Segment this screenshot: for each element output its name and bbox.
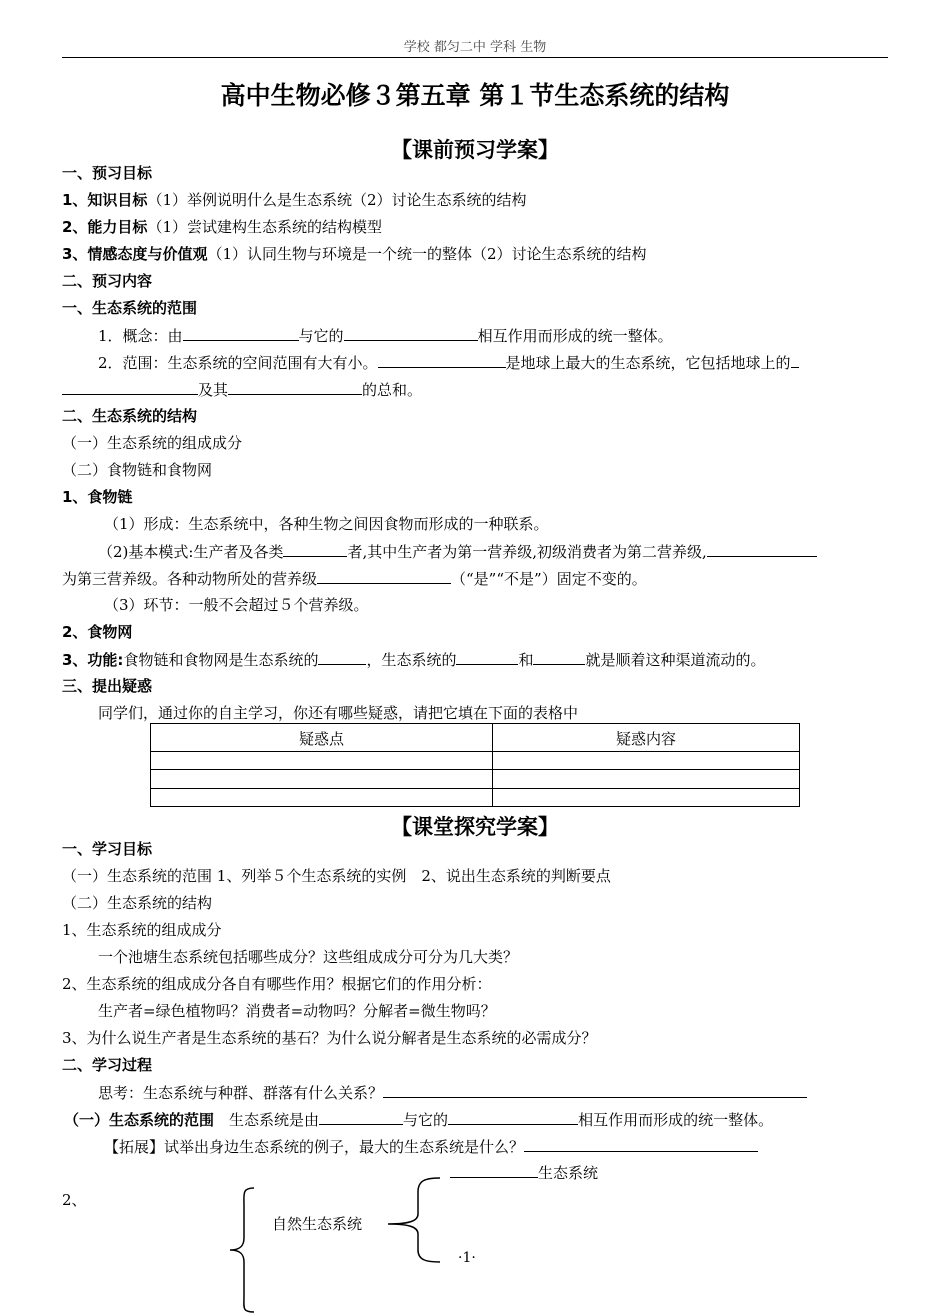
function-text-a: 食物链和食物网是生态系统的 xyxy=(123,651,319,669)
table-header-content: 疑惑内容 xyxy=(615,730,676,748)
question-cornerstone: 3、为什么说生产者是生态系统的基石？为什么说分解者是生态系统的必需成分？ xyxy=(62,1029,597,1047)
range-line-2 xyxy=(62,379,422,400)
blank-scope-1[interactable] xyxy=(319,1109,403,1125)
structure-sub-1: （一）生态系统的组成成分 xyxy=(62,434,243,452)
structure-heading: 二、生态系统的结构 xyxy=(62,407,198,425)
preview-content-heading: 二、预习内容 xyxy=(62,272,153,290)
function-text-c: 和 xyxy=(518,651,534,669)
blank-func-2[interactable] xyxy=(456,649,518,665)
question-pond: 一个池塘生态系统包括哪些成分？这些组成成分可分为几大类？ xyxy=(98,948,519,966)
doubt-table xyxy=(150,723,800,807)
function-text-d: 就是顺着这种渠道流动的。 xyxy=(585,651,766,669)
table-row[interactable] xyxy=(151,769,799,770)
scope-heading: 一、生态系统的范围 xyxy=(62,299,198,317)
range-text-b: 是地球上最大的生态系统，它包括地球上的 xyxy=(505,354,791,372)
question-roles: 2、生态系统的组成成分各自有哪些作用？根据它们的作用分析： xyxy=(62,975,492,993)
table-row[interactable] xyxy=(151,788,799,789)
food-chain-heading: 1、食物链 xyxy=(62,488,133,506)
ability-goal-text: （1）尝试建构生态系统的结构模型 xyxy=(147,218,382,236)
learning-process-heading: 二、学习过程 xyxy=(62,1056,153,1074)
blank-func-1[interactable] xyxy=(318,649,366,665)
doubt-heading: 三、提出疑惑 xyxy=(62,677,153,695)
scope-definition-label: （一）生态系统的范围 xyxy=(64,1111,215,1129)
eco-type-line xyxy=(450,1162,598,1183)
function-line xyxy=(62,649,766,670)
chain-links: （3）环节：一般不会超过５个营养级。 xyxy=(104,596,369,614)
scope-definition-text-a: 生态系统是由 xyxy=(229,1111,320,1129)
concept-text-c: 相互作用而形成的统一整体。 xyxy=(477,327,673,345)
preview-goal-heading: 一、预习目标 xyxy=(62,164,153,182)
blank-range-2[interactable] xyxy=(791,352,799,368)
blank-concept-1[interactable] xyxy=(183,325,299,341)
blank-scope-2[interactable] xyxy=(448,1109,578,1125)
range-text-c: 及其 xyxy=(198,381,229,399)
blank-func-3[interactable] xyxy=(533,649,585,665)
extension-text: 【拓展】试举出身边生态系统的例子，最大的生态系统是什么？ xyxy=(104,1138,525,1156)
ability-goal-label: 2、能力目标 xyxy=(62,218,148,236)
table-row[interactable] xyxy=(151,751,799,752)
learning-goal-3: 1、生态系统的组成成分 xyxy=(62,921,222,939)
question-producer: 生产者=绿色植物吗？消费者=动物吗？分解者=微生物吗？ xyxy=(98,1002,496,1020)
chain-mode-text-b: 者,其中生产者为第一营养级,初级消费者为第二营养级, xyxy=(347,543,707,561)
eco-type-suffix: 生态系统 xyxy=(538,1164,599,1182)
chain-mode-text-a: （2)基本模式:生产者及各类 xyxy=(98,543,284,561)
blank-range-4[interactable] xyxy=(228,379,362,395)
range-text-a: 2．范围：生态系统的空间范围有大有小。 xyxy=(98,354,378,372)
blank-chain-2[interactable] xyxy=(707,541,817,557)
table-header-point: 疑惑点 xyxy=(298,730,344,748)
page-number: ·1· xyxy=(458,1250,476,1266)
extension-line xyxy=(104,1136,758,1157)
chain-mode-text-d: （“是”“不是”）固定不变的。 xyxy=(451,570,647,588)
function-label: 3、功能: xyxy=(62,651,124,669)
chain-formation: （1）形成：生态系统中，各种生物之间因食物而形成的一种联系。 xyxy=(104,515,549,533)
blank-think[interactable] xyxy=(383,1082,807,1098)
think-line xyxy=(98,1082,807,1103)
outer-brace-icon xyxy=(228,1186,258,1314)
concept-text-b: 与它的 xyxy=(298,327,344,345)
knowledge-goal xyxy=(62,190,527,210)
think-text: 思考：生态系统与种群、群落有什么关系？ xyxy=(98,1084,384,1102)
classroom-heading: 【课堂探究学案】 xyxy=(391,815,559,839)
structure-sub-2: （二）食物链和食物网 xyxy=(62,461,213,479)
attitude-goal-text: （1）认同生物与环境是一个统一的整体（2）讨论生态系统的结构 xyxy=(207,245,647,263)
blank-extension[interactable] xyxy=(524,1136,758,1152)
learning-goal-heading: 一、学习目标 xyxy=(62,840,153,858)
concept-text-a: 1．概念：由 xyxy=(98,327,183,345)
ability-goal xyxy=(62,217,382,237)
knowledge-goal-text: （1）举例说明什么是生态系统（2）讨论生态系统的结构 xyxy=(147,191,527,209)
blank-chain-1[interactable] xyxy=(283,541,347,557)
range-text-d: 的总和。 xyxy=(362,381,423,399)
food-web-heading: 2、食物网 xyxy=(62,623,133,641)
chain-mode-line-2 xyxy=(62,568,647,589)
doubt-intro: 同学们，通过你的自主学习，你还有哪些疑惑，请把它填在下面的表格中 xyxy=(98,704,579,722)
header-rule xyxy=(62,57,888,58)
blank-range-1[interactable] xyxy=(378,352,506,368)
attitude-goal xyxy=(62,244,647,264)
blank-eco-type[interactable] xyxy=(450,1162,538,1178)
blank-range-3[interactable] xyxy=(62,379,198,395)
page-header: 学校 都匀二中 学科 生物 xyxy=(403,40,547,55)
inner-brace-icon xyxy=(384,1176,444,1266)
blank-chain-3[interactable] xyxy=(317,568,451,584)
natural-ecosystem-label: 自然生态系统 xyxy=(272,1215,363,1233)
scope-definition-text-b: 与它的 xyxy=(403,1111,449,1129)
concept-line xyxy=(98,325,673,346)
scope-definition-line xyxy=(64,1109,773,1130)
preview-heading: 【课前预习学案】 xyxy=(391,138,559,162)
learning-goal-1: （一）生态系统的范围 1、列举５个生态系统的实例 2、说出生态系统的判断要点 xyxy=(62,867,611,885)
chain-mode-line xyxy=(98,541,817,562)
range-line xyxy=(98,352,799,373)
blank-concept-2[interactable] xyxy=(344,325,478,341)
item-number-2: 2、 xyxy=(62,1191,87,1209)
knowledge-goal-label: 1、知识目标 xyxy=(62,191,148,209)
attitude-goal-label: 3、情感态度与价值观 xyxy=(62,245,208,263)
learning-goal-2: （二）生态系统的结构 xyxy=(62,894,213,912)
page-title: 高中生物必修３第五章 第１节生态系统的结构 xyxy=(220,81,730,110)
chain-mode-text-c: 为第三营养级。各种动物所处的营养级 xyxy=(62,570,318,588)
scope-definition-text-c: 相互作用而形成的统一整体。 xyxy=(578,1111,774,1129)
function-text-b: ，生态系统的 xyxy=(366,651,457,669)
